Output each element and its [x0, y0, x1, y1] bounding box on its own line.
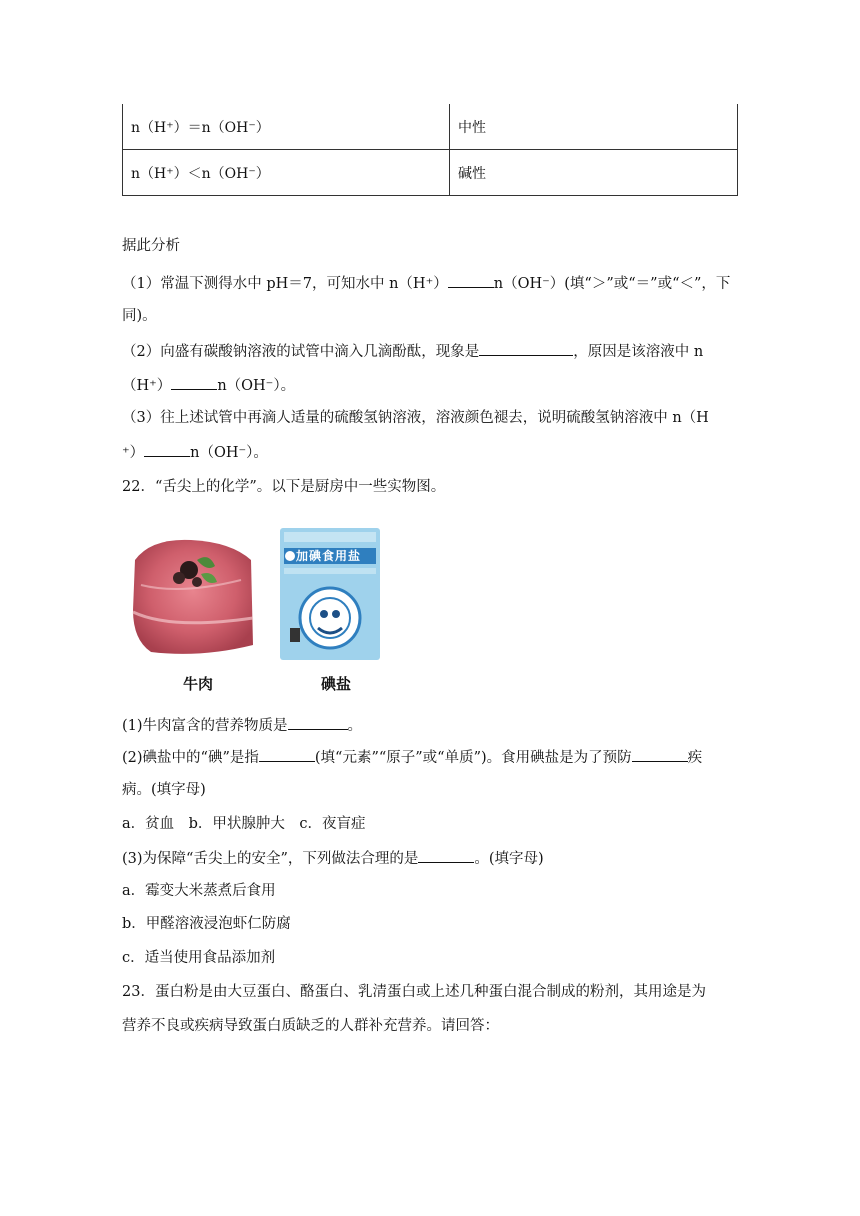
text: (3)为保障“舌尖上的安全”，下列做法合理的是: [122, 851, 419, 867]
text: n（OH⁻）。: [217, 378, 296, 394]
text: 。(填字母): [474, 851, 544, 867]
q22-part3: [122, 847, 544, 869]
answer-blank: [171, 374, 217, 390]
q21-part1-line1: [122, 272, 730, 294]
table-cell: n（H⁺）＝n（OH⁻）: [123, 104, 450, 150]
table-row: [123, 150, 738, 196]
acidity-table: [122, 104, 738, 196]
q21-part2-line2: [122, 374, 295, 396]
text: n（OH⁻）。: [190, 445, 268, 461]
answer-blank: [259, 746, 315, 762]
beef-caption: 牛肉: [182, 675, 213, 693]
answer-blank: [144, 441, 190, 457]
salt-package-label: 加碘食用盐: [296, 549, 362, 563]
q21-part3-line1: （3）往上述试管中再滴人适量的硫酸氢钠溶液，溶液颜色褪去，说明硫酸氢钠溶液中 n（H: [122, 410, 709, 426]
table-cell: 碱性: [450, 150, 738, 196]
text: 。: [347, 718, 363, 734]
salt-package-graphic: [278, 526, 382, 662]
answer-blank: [418, 847, 474, 863]
text: 疾: [687, 750, 703, 766]
q21-part2-line1: [122, 340, 703, 362]
q23-line2: 营养不良或疾病导致蛋白质缺乏的人群补充营养。请回答：: [122, 1018, 499, 1034]
text: （2）向盛有碳酸钠溶液的试管中滴入几滴酚酞，现象是: [122, 344, 480, 360]
table-cell: 中性: [450, 104, 738, 150]
q22-option-a: a．霉变大米蒸煮后食用: [122, 883, 276, 899]
answer-blank: [448, 272, 494, 288]
text: ，原因是该溶液中 n: [573, 344, 704, 360]
q21-part1-line2: 同)。: [122, 308, 157, 324]
salt-caption: 碘盐: [320, 675, 351, 693]
q22-part1: [122, 714, 362, 736]
q23-line1: 23．蛋白粉是由大豆蛋白、酪蛋白、乳清蛋白或上述几种蛋白混合制成的粉剂，其用途是为: [122, 984, 706, 1000]
answer-blank: [288, 714, 348, 730]
answer-blank: [632, 746, 688, 762]
text: (1)牛肉富含的营养物质是: [122, 718, 288, 734]
answer-blank: [479, 340, 573, 356]
q22-option-b: b．甲醛溶液浸泡虾仁防腐: [122, 916, 291, 932]
text: (2)碘盐中的“碘”是指: [122, 750, 259, 766]
q22-part2-line1: [122, 746, 702, 768]
salt-package-image: [278, 526, 382, 662]
text: （1）常温下测得水中 pH＝7，可知水中 n（H⁺）: [122, 276, 448, 292]
text: （H⁺）: [122, 378, 172, 394]
beef-image: [131, 530, 255, 660]
table-cell: n（H⁺）＜n（OH⁻）: [123, 150, 450, 196]
text: (填“元素”“原子”或“单质”)。食用碘盐是为了预防: [314, 750, 632, 766]
table-row: [123, 104, 738, 150]
intro-text: 据此分析: [122, 238, 180, 254]
q22-title: 22．“舌尖上的化学”。以下是厨房中一些实物图。: [122, 479, 446, 495]
q22-option-c: c．适当使用食品添加剂: [122, 950, 276, 966]
q21-part3-line2: [122, 441, 268, 463]
text: n（OH⁻）(填“＞”或“＝”或“＜”，下: [493, 276, 731, 292]
text: ⁺）: [122, 445, 145, 461]
q22-part2-line2: 病。(填字母): [122, 782, 206, 798]
q22-part2-options: a．贫血 b．甲状腺肿大 c．夜盲症: [122, 816, 366, 832]
